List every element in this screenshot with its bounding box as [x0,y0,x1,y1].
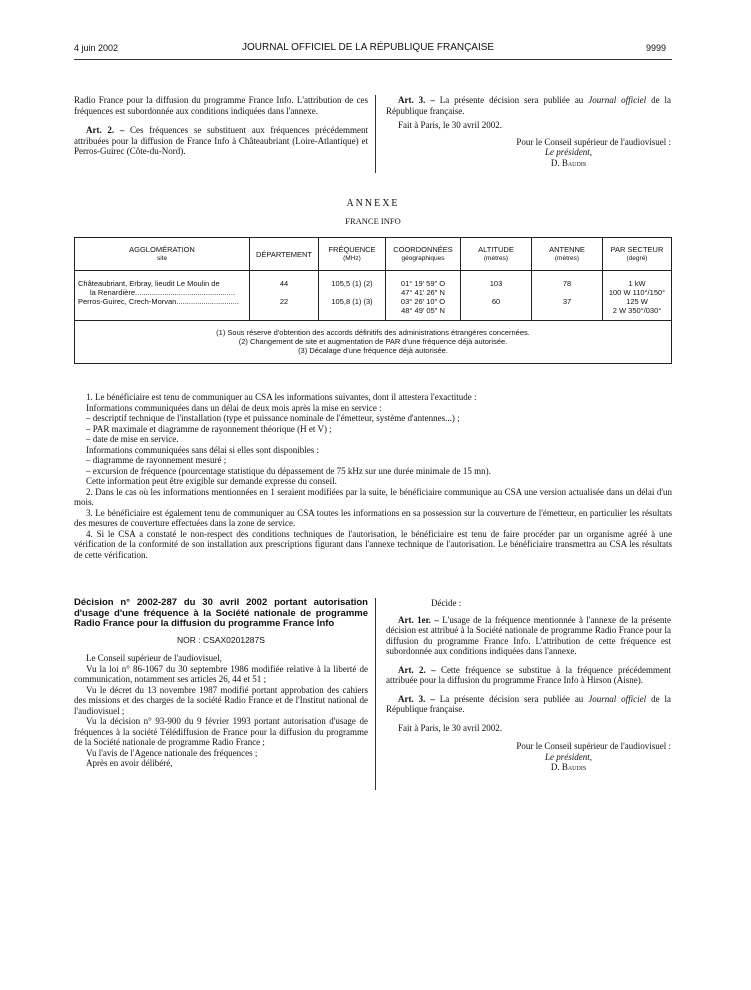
decision-decide: Décide : [431,598,462,608]
decision-president [386,752,671,763]
top-left-column [74,95,368,157]
decision-article-3 [386,694,671,715]
decision-right-column [386,598,671,773]
top-right-column [386,95,671,168]
cell-depts [250,271,319,321]
th-frequence [319,238,386,271]
row1-site-b: la Renardière................................................ [90,288,236,297]
cell-sites [75,271,250,321]
condition-2: 2. Dans le cas où les informations mentionnées en 1 seraient modifiées par la suite, le bénéficiaire communique au CSA une version actualisée dans un délai d'un mois. [74,486,672,507]
top-pour: Pour le Conseil supérieur de l'audiovisuel : [516,136,671,147]
page-number: 9999 [646,43,667,53]
decision-intro: Le Conseil supérieur de l'audiovisuel, [86,653,222,663]
top-art2-label: Art. 2. – [86,125,125,135]
cell-altitudes [461,271,532,321]
condition-1g: – excursion de fréquence (pourcentage statistique du dépassement de 75 kHz sur une durée minimale de 15 mn). [86,465,491,476]
th-departement [250,238,319,271]
header-date: 4 juin 2002 [74,43,119,53]
art2-text: Cette fréquence se substitue à la fréquence précédemment attribuée pour la diffusion du programme France Info à Hirson (Aisne). [386,664,672,685]
cell-antennes [532,271,603,321]
decision-vu-1: Vu la loi n° 86-1067 du 30 septembre 1986 modifiée relative à la liberté de communication, notamment ses articles 26, 44 et 51 ; [74,663,368,684]
art1-label: Art. 1er. – [398,614,439,625]
condition-1c: – PAR maximale et diagramme de rayonnement théorique (H et V) ; [86,423,332,434]
art2-label: Art. 2. – [398,664,436,675]
th-altitude-main: ALTITUDE [478,245,514,254]
condition-1b: – descriptif technique de l'installation (type et puissance nominale de l'émetteur, système d'antennes...) ; [86,413,460,423]
condition-1h: Cette information peut être exigible sur demande expresse du conseil. [86,476,337,486]
condition-1d: – date de mise en service. [86,434,179,444]
decision-president-text: Le président, [545,751,592,762]
decision-article-2 [386,665,671,686]
row2-coord-a: 03° 26′ 10″ O [400,297,446,306]
th-agglomeration-main: AGGLOMÉRATION [129,245,195,254]
row2-alt: 60 [491,297,501,306]
column-divider-top [375,95,376,173]
cell-freqs [319,271,386,321]
cell-par [603,271,672,321]
th-agglomeration [75,238,250,271]
row1-coord-b: 47° 41′ 26″ N [401,288,445,297]
condition-1: 1. Le bénéficiaire est tenu de communiquer au CSA les informations suivantes, dont il attestera l'exactitude : [86,392,477,402]
table-notes [75,321,672,364]
decision-vu-3: Vu la décision n° 93-900 du 9 février 1993 portant autorisation d'usage de fréquences à la société Télédiffusion de France pour la diffusion du programme de la Société nationale de programme Radio France ; [74,716,368,747]
row1-par-a: 1 kW [628,279,646,288]
decision-title: Décision n° 2002-287 du 30 avril 2002 portant autorisation d'usage d'une fréquence à la Société nationale de programme Radio France pour la diffusion du programme France Info [74,597,368,629]
condition-3: 3. Le bénéficiaire est également tenu de communiquer au CSA toutes les informations en sa possession sur la couverture de l'émetteur, en particulier les résultats des mesures de couverture effectuées dans la zone de service. [74,507,672,528]
decision-article-1 [386,615,671,657]
top-signature: D. Baudis [550,157,587,168]
condition-4: 4. Si le CSA a constaté le non-respect des conditions techniques de l'autorisation, le bénéficiaire est tenu de faire procéder par un organisme agréé à une vérification de la conformité de son installation aux prescriptions figurant dans l'annexe technique de l'autorisation. Le bénéficiaire transmettra au CSA les résultats de cette vérification. [74,528,672,560]
note-2: (2) Changement de site et augmentation de PAR d'une fréquence déjà autorisée. [238,337,508,346]
th-antenne [532,238,603,271]
note-1: (1) Sous réserve d'obtention des accords définitifs des administrations étrangères concernées. [216,328,530,337]
art3-text-a: La présente décision sera publiée au [439,693,584,704]
th-frequence-main: FRÉQUENCE [328,245,376,254]
table-notes-row [75,321,672,364]
art3-text-b: de la République française. [386,693,671,714]
row2-par-a: 125 W [626,297,648,306]
top-art3-text-b: de la République française. [386,95,671,116]
row1-dept: 44 [279,279,289,288]
condition-1f: – diagramme de rayonnement mesuré ; [86,455,227,465]
th-par-sub: (degré) [626,255,648,262]
th-altitude [461,238,532,271]
table-row [75,271,672,321]
th-par-secteur [603,238,672,271]
decision-pour: Pour le Conseil supérieur de l'audiovisuel : [516,741,671,751]
top-article-2 [74,125,368,157]
row1-ant: 78 [562,279,572,288]
row2-coord-b: 48° 49′ 05″ N [401,306,445,315]
th-par-main: PAR SECTEUR [610,245,664,254]
art3-label: Art. 3. – [398,693,435,704]
annexe-table [74,237,672,364]
top-president [386,147,671,158]
th-coordonnees-sub: géographiques [401,255,445,262]
top-art3-journal: Journal officiel [588,95,647,105]
cell-coords [386,271,461,321]
row2-site-a: Perros-Guirec, Crech-Morvan.............................. [78,297,239,306]
decision-vu-4: Vu l'avis de l'Agence nationale des fréquences ; [86,747,258,758]
th-frequence-sub: (MHz) [343,255,361,262]
journal-title: JOURNAL OFFICIEL DE LA RÉPUBLIQUE FRANÇAISE [242,42,495,53]
decision-apres: Après en avoir délibéré, [86,758,173,768]
decision-left-column [74,598,368,769]
decision-signature: D. Baudis [550,762,587,772]
row1-par-b: 100 W 110°/150° [608,288,666,297]
row2-dept: 22 [279,297,289,306]
art3-journal: Journal officiel [588,693,647,704]
th-antenne-main: ANTENNE [549,245,585,254]
condition-1a: Informations communiquées dans un délai de deux mois après la mise en service : [86,402,382,413]
row2-par-b: 2 W 350°/030° [612,306,662,315]
condition-1e: Informations communiquées sans délai si elles sont disponibles : [86,444,319,455]
top-left-paragraph: Radio France pour la diffusion du programme France Info. L'attribution de ces fréquences est subordonnée aux conditions indiquées dans l'annexe. [74,95,368,116]
conditions-block [74,392,672,560]
top-fait: Fait à Paris, le 30 avril 2002. [398,120,502,130]
row1-alt: 103 [489,279,503,288]
th-departement-main: DÉPARTEMENT [256,249,312,259]
th-coordonnees [386,238,461,271]
top-article-3 [386,95,671,116]
header-rule [74,59,672,60]
art1-text: L'usage de la fréquence mentionnée à l'annexe de la présente décision est attribué à la Société nationale de programme Radio France pour la diffusion du programme France Info. L'attribution de cette fréquence est subordonnée aux conditions indiquées dans l'annexe. [386,614,672,656]
th-altitude-sub: (mètres) [483,255,509,262]
row2-freq: 105,8 (1) (3) [331,297,373,306]
decision-fait: Fait à Paris, le 30 avril 2002. [398,722,502,733]
row2-ant: 37 [562,297,572,306]
th-antenne-sub: (mètres) [554,255,580,262]
row1-coord-a: 01° 19′ 59″ O [400,279,446,288]
top-art3-text-a: La présente décision sera publiée au [439,95,584,105]
th-coordonnees-main: COORDONNÉES [393,245,453,254]
annexe-subtitle: FRANCE INFO [345,216,401,226]
top-president-text: Le président, [545,147,592,157]
row1-site-a: Châteaubriant, Erbray, lieudit Le Moulin de [78,279,220,288]
note-3: (3) Décalage d'une fréquence déjà autorisée. [298,346,448,355]
decision-vu-2: Vu le décret du 13 novembre 1987 modifié portant approbation des cahiers des missions et des charges de la société Radio France et de l'Institut national de l'audiovisuel ; [74,684,368,716]
table-header-row [75,238,672,271]
column-divider-bottom [375,598,376,790]
annexe-title: ANNEXE [346,198,400,209]
row1-freq: 105,5 (1) (2) [331,279,373,288]
decision-nor: NOR : CSAX0201287S [177,634,265,645]
top-art2-text: Ces fréquences se substituent aux fréquences précédemment attribuées pour la diffusion de France Info à Châteaubriant (Loire-Atlantique) et Perros-Guirec (Côte-du-Nord). [74,125,368,156]
top-art3-label: Art. 3. – [398,95,435,105]
th-agglomeration-sub: site [156,255,168,262]
